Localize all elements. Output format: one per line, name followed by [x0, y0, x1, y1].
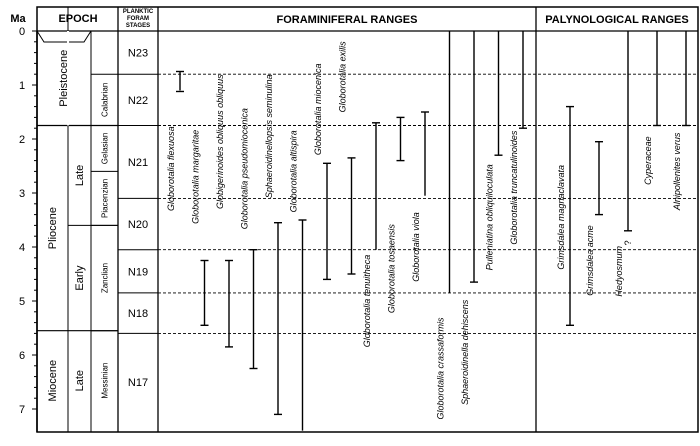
range-label: Globorotalia exilis: [337, 41, 348, 113]
stages-header-line-1: PLANKTIC: [122, 9, 154, 15]
range-label: Globorotalia margaritae: [190, 129, 201, 224]
range-label: Cyperaceae: [643, 136, 653, 185]
y-tick-label-4: 4: [18, 242, 26, 254]
subepoch-label: Early: [74, 265, 86, 291]
range-label: Globigerinoides obliquus obliquus: [215, 74, 225, 209]
range-label: Globorotalia tenuitheca: [362, 254, 372, 348]
y-tick-label-7: 7: [18, 404, 26, 416]
epoch-label: Miocene: [47, 359, 59, 402]
holocene-notch: [37, 31, 91, 42]
y-tick-label-3: 3: [18, 188, 26, 200]
y-tick-label-5: 5: [18, 296, 26, 308]
zone-label: N20: [127, 219, 149, 232]
zone-label: N19: [127, 266, 149, 279]
range-label: Globorotalia tosaensis: [386, 224, 397, 314]
zone-label: N18: [127, 308, 149, 321]
stage-label: Gelasian: [100, 132, 110, 165]
range-label: Globorotalia truncatulinoides: [509, 130, 519, 245]
range-label: Hedyosmum: [614, 246, 624, 297]
epoch-header: EPOCH: [58, 13, 98, 25]
subepoch-label: Late: [74, 369, 86, 392]
subepoch-label: Late: [74, 164, 86, 187]
range-label: Sphaeroidinella dehiscens: [460, 299, 470, 405]
range-label: Globorotalia viola: [411, 212, 421, 282]
epoch-label: Pleistocene: [58, 49, 70, 107]
y-tick-label-0: 0: [18, 26, 26, 38]
stage-label: Zanclian: [100, 262, 110, 294]
range-label: Grimsdalea acme: [585, 225, 595, 296]
stage-label: Messinian: [100, 362, 110, 399]
range-label: Globorotalia altispira: [288, 130, 299, 213]
stages-header-line-3: STAGES: [125, 23, 151, 29]
ma-axis-title: Ma: [10, 13, 26, 25]
range-label: Globorotalia crassaformis: [435, 317, 446, 420]
y-tick-label-1: 1: [18, 80, 26, 92]
foram-ranges-header: FORAMINIFERAL RANGES: [276, 14, 418, 26]
range-query-mark: ?: [623, 240, 633, 246]
range-label: Globorotalia flexuosa: [166, 126, 176, 211]
range-label: Alnipollenites verus: [672, 132, 682, 211]
y-tick-label-2: 2: [18, 134, 26, 146]
zone-label: N21: [127, 156, 149, 169]
range-label: Sphaeroidinellopsis seminulina: [264, 74, 274, 199]
stage-label: Calabrian: [100, 82, 110, 117]
epoch-label: Pliocene: [47, 206, 59, 250]
palyno-ranges-header: PALYNOLOGICAL RANGES: [545, 14, 689, 26]
range-label: Globorotalia miocenica: [313, 63, 323, 156]
range-label: Pulleniatina obliquiloculata: [484, 164, 495, 271]
stages-header-line-2: FORAM: [127, 16, 149, 22]
y-tick-label-6: 6: [18, 350, 26, 362]
zone-label: N17: [127, 377, 149, 389]
stage-label: Piacenzian: [100, 178, 110, 218]
zone-label: N22: [127, 94, 149, 107]
range-label: Grimsdalea magnaclavata: [556, 165, 566, 270]
zone-label: N23: [127, 47, 149, 60]
range-label: Globorotalia pseudomiocenica: [239, 108, 250, 230]
